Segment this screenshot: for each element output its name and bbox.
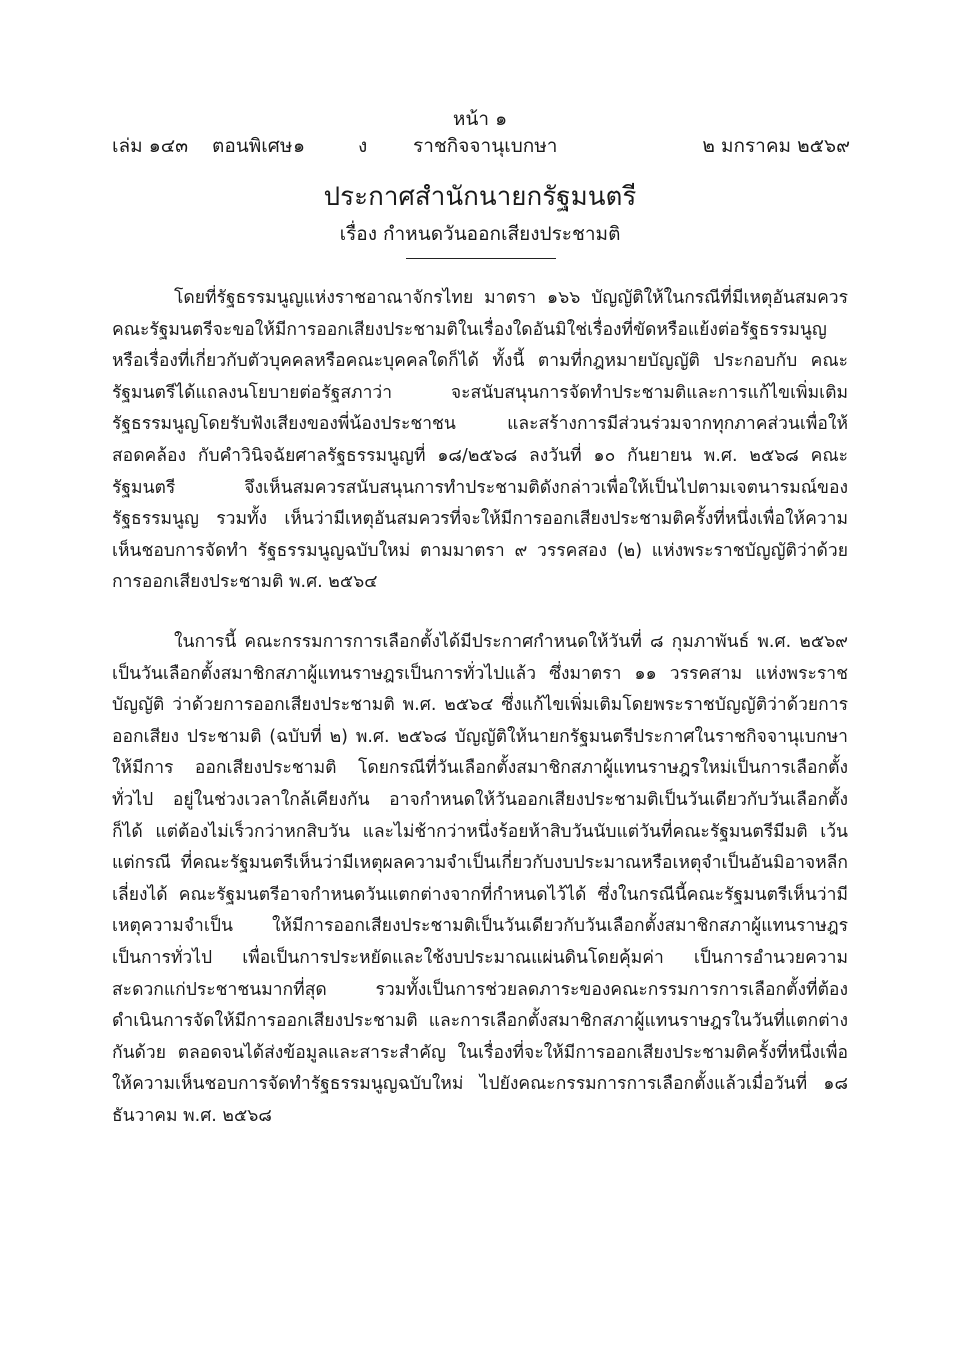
volume-label: เล่ม ๑๔๓	[112, 135, 189, 157]
section-label: ตอนพิเศษ	[212, 135, 293, 157]
body-paragraph-1	[112, 283, 848, 599]
body-paragraph-2	[112, 627, 848, 1133]
publication-name: ราชกิจจานุเบกษา	[413, 135, 558, 157]
announcement-subject: เรื่อง กำหนดวันออกเสียงประชามติ	[339, 223, 621, 245]
publication-date: ๒ มกราคม ๒๕๖๙	[702, 135, 850, 157]
part-label: ง	[358, 135, 368, 157]
announcement-title: ประกาศสำนักนายกรัฐมนตรี	[323, 182, 637, 212]
page-number: หน้า ๑	[452, 108, 508, 130]
title-divider	[406, 258, 556, 259]
section-number: ๑	[293, 135, 306, 157]
gazette-header	[0, 131, 960, 161]
paragraph-text: ในการนี้ คณะกรรมการการเลือกตั้งได้มีประกาศกำหนดให้วันที่ ๘ กุมภาพันธ์ พ.ศ. ๒๕๖๙ เป็นวันเลือกตั้งสมาชิกสภาผู้แทนราษฎรเป็นการทั่วไปแล้ว ซึ่งมาตรา ๑๑ วรรคสาม แห่งพระราชบัญญัติ ว่าด้วยการออกเสียงประชามติ พ.ศ. ๒๕๖๔ ซึ่งแก้ไขเพิ่มเติมโดยพระราชบัญญัติว่าด้วยการออกเสียง ประชามติ (ฉบับที่ ๒) พ.ศ. ๒๕๖๘ บัญญัติให้นายกรัฐมนตรีประกาศในราชกิจจานุเบกษาให้มีการ ออกเสียงประชามติ โดยกรณีที่วันเลือกตั้งสมาชิกสภาผู้แทนราษฎรใหม่เป็นการเลือกตั้งทั่วไป อยู่ในช่วงเวลาใกล้เคียงกัน อาจกำหนดให้วันออกเสียงประชามติเป็นวันเดียวกับวันเลือกตั้งก็ได้ แต่ต้องไม่เร็วกว่าหกสิบวัน และไม่ช้ากว่าหนึ่งร้อยห้าสิบวันนับแต่วันที่คณะรัฐมนตรีมีมติ เว้นแต่กรณี ที่คณะรัฐมนตรีเห็นว่ามีเหตุผลความจำเป็นเกี่ยวกับงบประมาณหรือเหตุจำเป็นอันมิอาจหลีกเลี่ยงได้ คณะรัฐมนตรีอาจกำหนดวันแตกต่างจากที่กำหนดไว้ได้ ซึ่งในกรณีนี้คณะรัฐมนตรีเห็นว่ามีเหตุความจำเป็น ให้มีการออกเสียงประชามติเป็นวันเดียวกับวันเลือกตั้งสมาชิกสภาผู้แทนราษฎรเป็นการทั่วไป เพื่อเป็นการประหยัดและใช้งบประมาณแผ่นดินโดยคุ้มค่า เป็นการอำนวยความสะดวกแก่ประชาชนมากที่สุด รวมทั้งเป็นการช่วยลดภาระของคณะกรรมการการเลือกตั้งที่ต้องดำเนินการจัดให้มีการออกเสียงประชามติ และการเลือกตั้งสมาชิกสภาผู้แทนราษฎรในวันที่แตกต่างกันด้วย ตลอดจนได้ส่งข้อมูลและสาระสำคัญ ในเรื่องที่จะให้มีการออกเสียงประชามติครั้งที่หนึ่งเพื่อให้ความเห็นชอบการจัดทำรัฐธรรมนูญฉบับใหม่ ไปยังคณะกรรมการการเลือกตั้งแล้วเมื่อวันที่ ๑๘ ธันวาคม พ.ศ. ๒๕๖๘	[112, 632, 848, 1126]
paragraph-text: โดยที่รัฐธรรมนูญแห่งราชอาณาจักรไทย มาตรา ๑๖๖ บัญญัติให้ในกรณีที่มีเหตุอันสมควร คณะรัฐมนตรีจะขอให้มีการออกเสียงประชามติในเรื่องใดอันมิใช่เรื่องที่ขัดหรือแย้งต่อรัฐธรรมนูญ หรือเรื่องที่เกี่ยวกับตัวบุคคลหรือคณะบุคคลใดก็ได้ ทั้งนี้ ตามที่กฎหมายบัญญัติ ประกอบกับ คณะรัฐมนตรีได้แถลงนโยบายต่อรัฐสภาว่า จะสนับสนุนการจัดทำประชามติและการแก้ไขเพิ่มเติม รัฐธรรมนูญโดยรับฟังเสียงของพี่น้องประชาชน และสร้างการมีส่วนร่วมจากทุกภาคส่วนเพื่อให้สอดคล้อง กับคำวินิจฉัยศาลรัฐธรรมนูญที่ ๑๘/๒๕๖๘ ลงวันที่ ๑๐ กันยายน พ.ศ. ๒๕๖๘ คณะรัฐมนตรี จึงเห็นสมควรสนับสนุนการทำประชามติดังกล่าวเพื่อให้เป็นไปตามเจตนารมณ์ของรัฐธรรมนูญ รวมทั้ง เห็นว่ามีเหตุอันสมควรที่จะให้มีการออกเสียงประชามติครั้งที่หนึ่งเพื่อให้ความเห็นชอบการจัดทำ รัฐธรรมนูญฉบับใหม่ ตามมาตรา ๙ วรรคสอง (๒) แห่งพระราชบัญญัติว่าด้วยการออกเสียงประชามติ พ.ศ. ๒๕๖๔	[112, 288, 848, 593]
